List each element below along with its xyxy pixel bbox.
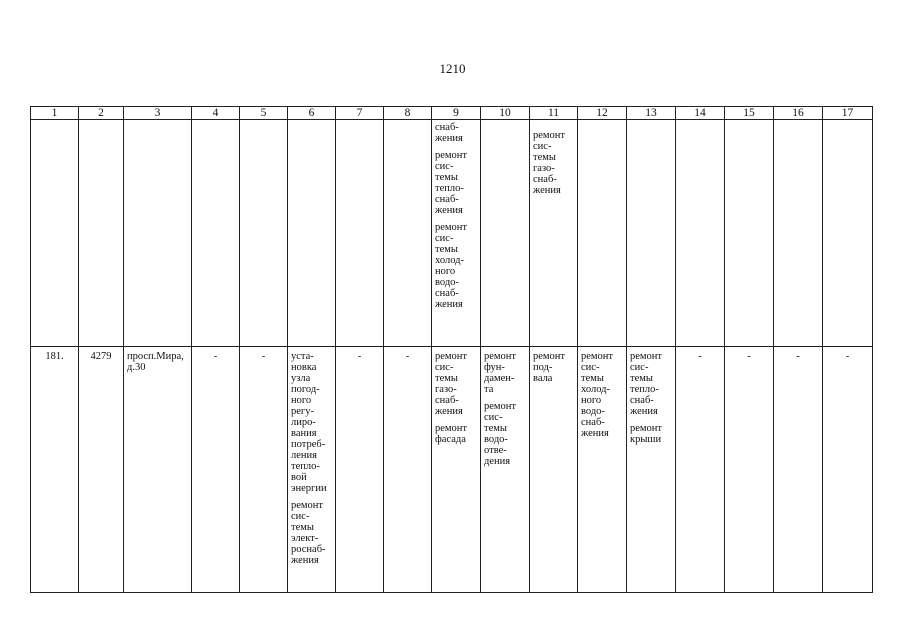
column-header: 5	[240, 107, 288, 120]
work-item: уста- новка узла погод- ного регу- лиро- вания потреб- ления тепло- вой энергии	[291, 351, 327, 494]
column-header: 16	[774, 107, 823, 120]
dash-value: -	[357, 351, 362, 362]
cell-col11	[530, 347, 578, 593]
page-number: 1210	[439, 61, 466, 76]
cell-col14	[676, 120, 725, 347]
work-item: ремонт крыши	[630, 423, 663, 445]
column-header: 12	[578, 107, 627, 120]
cell-col17	[823, 347, 873, 593]
register-table	[30, 106, 873, 593]
header-row	[31, 107, 873, 120]
cell-col3	[124, 120, 192, 347]
cell-number	[31, 347, 79, 593]
work-item: ремонт сис- темы холод- ного водо- снаб- жения	[581, 351, 614, 439]
cell-col9	[432, 120, 481, 347]
work-item: ремонт сис- темы газо- снаб- жения	[435, 351, 468, 417]
work-item: ремонт фун- дамен- та	[484, 351, 517, 395]
column-header: 3	[124, 107, 192, 120]
column-header: 10	[481, 107, 530, 120]
cell-col8	[384, 120, 432, 347]
cell-col15	[725, 120, 774, 347]
dash-value: -	[213, 351, 218, 362]
dash-value: -	[845, 351, 850, 362]
row-number: 181.	[45, 351, 64, 362]
column-header: 1	[31, 107, 79, 120]
cell-col13	[627, 347, 676, 593]
cell-col11	[530, 120, 578, 347]
column-header: 2	[79, 107, 124, 120]
cell-col9	[432, 347, 481, 593]
cell-col4	[192, 120, 240, 347]
work-item: ремонт сис- темы тепло- снаб- жения	[435, 150, 468, 216]
cell-code	[79, 347, 124, 593]
cell-address	[124, 347, 192, 593]
cell-col6	[288, 347, 336, 593]
work-item: ремонт сис- темы тепло- снаб- жения	[630, 351, 663, 417]
cell-col5	[240, 120, 288, 347]
cell-col16	[774, 120, 823, 347]
column-header: 17	[823, 107, 873, 120]
column-header: 11	[530, 107, 578, 120]
column-header: 6	[288, 107, 336, 120]
cell-col2	[79, 120, 124, 347]
column-header: 14	[676, 107, 725, 120]
row-code: 4279	[90, 351, 112, 362]
cell-col10	[481, 120, 530, 347]
table-row-181	[31, 347, 873, 593]
cell-col6	[288, 120, 336, 347]
cell-col10	[481, 347, 530, 593]
cell-col16	[774, 347, 823, 593]
work-item: ремонт фасада	[435, 423, 468, 445]
dash-value: -	[698, 351, 702, 362]
column-header: 9	[432, 107, 481, 120]
column-header: 8	[384, 107, 432, 120]
cell-col4	[192, 347, 240, 593]
cell-col8	[384, 347, 432, 593]
work-item: снаб- жения	[435, 122, 463, 144]
table-row-continuation	[31, 120, 873, 347]
column-header: 15	[725, 107, 774, 120]
column-header: 7	[336, 107, 384, 120]
cell-col1	[31, 120, 79, 347]
column-header: 13	[627, 107, 676, 120]
cell-col12	[578, 120, 627, 347]
work-item: ремонт сис- темы водо- отве- дения	[484, 401, 517, 467]
cell-col15	[725, 347, 774, 593]
column-header: 4	[192, 107, 240, 120]
work-item: ремонт сис- темы элект- роснаб- жения	[291, 500, 326, 566]
dash-value: -	[405, 351, 410, 362]
cell-col13	[627, 120, 676, 347]
cell-col7	[336, 120, 384, 347]
cell-col17	[823, 120, 873, 347]
dash-value: -	[261, 351, 266, 362]
work-item: ремонт сис- темы газо- снаб- жения	[533, 130, 566, 196]
address-text: просп.Мира, д.30	[127, 351, 184, 373]
work-item: ремонт сис- темы холод- ного водо- снаб- жения	[435, 222, 468, 310]
cell-col5	[240, 347, 288, 593]
cell-col14	[676, 347, 725, 593]
cell-col12	[578, 347, 627, 593]
cell-col7	[336, 347, 384, 593]
dash-value: -	[796, 351, 800, 362]
work-item: ремонт под- вала	[533, 351, 566, 384]
dash-value: -	[747, 351, 751, 362]
